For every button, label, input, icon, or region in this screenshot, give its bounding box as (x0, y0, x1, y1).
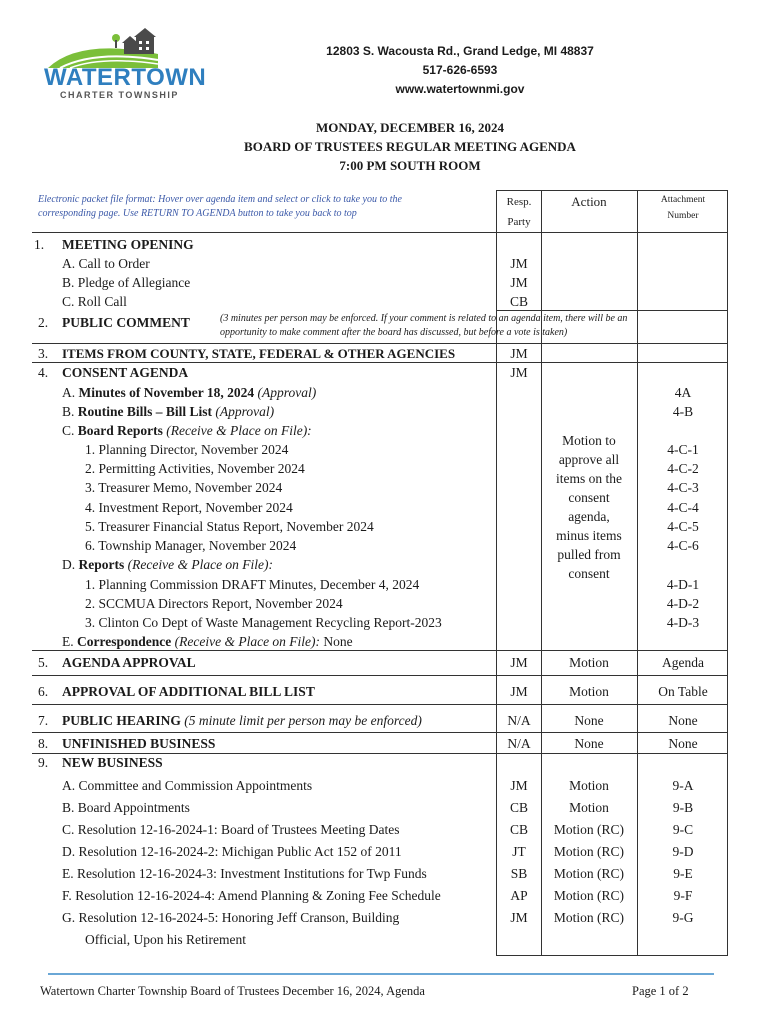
col-attach-2: Number (667, 211, 699, 221)
item-4d[interactable] (62, 555, 273, 574)
township-logo (40, 24, 207, 104)
item-9b-prefix: B. (62, 800, 75, 815)
item-7-label[interactable] (62, 711, 422, 730)
item-4e[interactable] (62, 632, 353, 651)
consent-action-line: pulled from (557, 547, 621, 562)
item-1b-resp: JM (510, 275, 528, 290)
item-9f-action: Motion (RC) (553, 888, 625, 903)
item-4e-title: Correspondence (77, 634, 172, 649)
consent-action-line: minus items (556, 528, 622, 543)
item-9g-text: Resolution 12-16-2024-5: Honoring Jeff Cranson, Building (78, 910, 400, 925)
item-4d-title: Reports (78, 557, 125, 572)
address: 12803 S. Wacousta Rd., Grand Ledge, MI 48837 (326, 44, 594, 58)
item-4c-6[interactable]: 6. Township Manager, November 2024 (85, 538, 297, 553)
item-2-note-1: (3 minutes per person may be enforced. If your comment is related to an agenda item, there will be an (220, 313, 628, 324)
item-9f-attachment[interactable]: 9-F (673, 888, 693, 903)
item-4c-4[interactable]: 4. Investment Report, November 2024 (85, 500, 293, 515)
item-5-action: Motion (569, 655, 609, 670)
item-7-number: 7. (38, 713, 49, 728)
item-9b-resp: CB (509, 800, 528, 815)
item-9d[interactable] (62, 842, 402, 861)
item-9-label[interactable]: NEW BUSINESS (62, 755, 163, 770)
item-9a-prefix: A. (62, 778, 76, 793)
item-1-label[interactable]: MEETING OPENING (62, 237, 194, 252)
item-9b-attachment[interactable]: 9-B (672, 800, 694, 815)
item-3-label[interactable]: ITEMS FROM COUNTY, STATE, FEDERAL & OTHER AGENCIES (62, 346, 456, 361)
item-9-number: 9. (38, 755, 49, 770)
meeting-title: BOARD OF TRUSTEES REGULAR MEETING AGENDA (244, 139, 576, 154)
item-6-attachment[interactable]: On Table (658, 684, 708, 699)
item-4c-5-attachment[interactable]: 4-C-5 (667, 519, 699, 534)
item-9f-resp: AP (510, 888, 528, 903)
item-3-number: 3. (38, 346, 49, 361)
consent-action-line: consent (568, 490, 610, 505)
item-9a-attachment[interactable]: 9-A (672, 778, 694, 793)
item-9g-action: Motion (RC) (553, 910, 625, 925)
item-4d-prefix: D. (62, 557, 76, 572)
item-9a-action: Motion (569, 778, 609, 793)
item-4d-2[interactable]: 2. SCCMUA Directors Report, November 2024 (85, 596, 343, 611)
item-9c-action: Motion (RC) (553, 822, 625, 837)
col-resp-1: Resp. (506, 196, 532, 208)
item-8-label[interactable]: UNFINISHED BUSINESS (62, 736, 216, 751)
item-9g[interactable] (62, 908, 399, 927)
item-3-resp: JM (510, 346, 528, 361)
item-6-resp: JM (510, 684, 528, 699)
item-9c[interactable] (62, 820, 400, 839)
item-4c-2[interactable]: 2. Permitting Activities, November 2024 (85, 461, 305, 476)
item-2-number: 2. (38, 315, 49, 330)
item-9e-resp: SB (510, 866, 528, 881)
item-9e-text: Resolution 12-16-2024-3: Investment Institutions for Twp Funds (77, 866, 427, 881)
item-9d-action: Motion (RC) (553, 844, 625, 859)
item-4b[interactable] (62, 402, 274, 421)
item-4c-4-attachment[interactable]: 4-C-4 (667, 500, 699, 515)
item-9e-action: Motion (RC) (553, 866, 625, 881)
item-9b-text: Board Appointments (77, 800, 190, 815)
item-9c-attachment[interactable]: 9-C (672, 822, 694, 837)
item-1-number: 1. (34, 237, 45, 252)
item-8-action: None (574, 736, 604, 751)
consent-action-line: agenda, (568, 509, 610, 524)
item-7-title: PUBLIC HEARING (62, 713, 181, 728)
item-9d-attachment[interactable]: 9-D (672, 844, 694, 859)
item-4a[interactable] (62, 383, 316, 402)
item-9f-prefix: F. (62, 888, 72, 903)
item-4-resp: JM (510, 365, 528, 380)
item-9b-action: Motion (569, 800, 609, 815)
item-9d-resp: JT (512, 844, 526, 859)
item-4a-prefix: A. (62, 385, 76, 400)
item-4e-note: (Receive & Place on File): (171, 634, 321, 649)
packet-note: Electronic packet file format: Hover over agenda item and select or click to take you to the corresponding page. Use RETURN TO AGENDA button to take you back to top (38, 194, 402, 219)
item-5-attachment[interactable]: Agenda (662, 655, 704, 670)
item-9e-prefix: E. (62, 866, 74, 881)
item-4a-note: (Approval) (254, 385, 317, 400)
item-4c-1[interactable]: 1. Planning Director, November 2024 (85, 442, 289, 457)
item-6-number: 6. (38, 684, 49, 699)
item-9g-continued: Official, Upon his Retirement (85, 932, 246, 947)
website-link[interactable]: www.watertownmi.gov (395, 82, 525, 96)
item-4b-note: (Approval) (212, 404, 275, 419)
item-1c-resp: CB (509, 294, 528, 309)
item-4b-attachment[interactable]: 4-B (672, 404, 694, 419)
item-9g-attachment[interactable]: 9-G (672, 910, 694, 925)
item-6-label[interactable]: APPROVAL OF ADDITIONAL BILL LIST (62, 684, 315, 699)
item-4-number: 4. (38, 365, 49, 380)
item-4c-prefix: C. (62, 423, 75, 438)
item-9d-text: Resolution 12-16-2024-2: Michigan Public Act 152 of 2011 (78, 844, 402, 859)
item-9c-prefix: C. (62, 822, 75, 837)
page-number: Page 1 of 2 (632, 984, 689, 998)
item-4e-prefix: E. (62, 634, 74, 649)
item-2-label[interactable]: PUBLIC COMMENT (62, 315, 190, 330)
item-4d-1[interactable]: 1. Planning Commission DRAFT Minutes, December 4, 2024 (85, 577, 420, 592)
item-4c-3[interactable]: 3. Treasurer Memo, November 2024 (85, 480, 283, 495)
item-1a[interactable]: A. Call to Order (62, 256, 150, 271)
item-9c-resp: CB (509, 822, 528, 837)
consent-action-line: approve all (558, 452, 620, 467)
consent-action-line: consent (568, 566, 610, 581)
phone: 517-626-6593 (422, 63, 498, 77)
item-4d-2-attachment[interactable]: 4-D-2 (666, 596, 700, 611)
item-4c-6-attachment[interactable]: 4-C-6 (667, 538, 699, 553)
item-4c-note: (Receive & Place on File): (162, 423, 312, 438)
item-1b[interactable]: B. Pledge of Allegiance (62, 275, 191, 290)
item-4a-attachment[interactable]: 4A (674, 385, 692, 400)
item-9e-attachment[interactable]: 9-E (673, 866, 693, 881)
consent-action-line: items on the (556, 471, 622, 486)
item-9a[interactable] (62, 776, 312, 795)
logo-subtitle: CHARTER TOWNSHIP (60, 90, 179, 100)
item-5-label[interactable]: AGENDA APPROVAL (62, 655, 196, 670)
item-9f[interactable] (62, 886, 441, 905)
item-4c-2-attachment[interactable]: 4-C-2 (667, 461, 699, 476)
item-4c-3-attachment[interactable]: 4-C-3 (667, 480, 699, 495)
consent-action (542, 431, 636, 583)
meeting-time: 7:00 PM SOUTH ROOM (339, 158, 481, 173)
item-7-attachment: None (668, 713, 698, 728)
col-resp-2: Party (507, 216, 531, 228)
item-4c[interactable] (62, 421, 312, 440)
item-4c-title: Board Reports (77, 423, 163, 438)
item-5-resp: JM (510, 655, 528, 670)
item-4e-value: None (320, 634, 353, 649)
item-8-number: 8. (38, 736, 49, 751)
item-9g-resp: JM (510, 910, 528, 925)
item-8-attachment: None (668, 736, 698, 751)
item-4d-3-attachment[interactable]: 4-D-3 (666, 615, 700, 630)
col-attach-1: Attachment (660, 195, 706, 205)
item-4c-5[interactable]: 5. Treasurer Financial Status Report, November 2024 (85, 519, 374, 534)
meeting-date: MONDAY, DECEMBER 16, 2024 (316, 120, 504, 135)
item-5-number: 5. (38, 655, 49, 670)
consent-action-line: Motion to (562, 433, 616, 448)
item-4a-title: Minutes of November 18, 2024 (78, 385, 255, 400)
footer-title: Watertown Charter Township Board of Trustees December 16, 2024, Agenda (40, 984, 425, 998)
item-8-resp: N/A (507, 736, 531, 751)
item-4-label[interactable]: CONSENT AGENDA (62, 365, 189, 380)
item-9g-prefix: G. (62, 910, 76, 925)
item-4b-title: Routine Bills – Bill List (77, 404, 213, 419)
item-1a-resp: JM (510, 256, 528, 271)
item-4b-prefix: B. (62, 404, 75, 419)
item-9f-text: Resolution 12-16-2024-4: Amend Planning & Zoning Fee Schedule (75, 888, 441, 903)
item-9e[interactable] (62, 864, 427, 883)
item-2-note-2: opportunity to make comment after the board has discussed, but before a vote is taken) (220, 327, 568, 338)
item-4d-note: (Receive & Place on File): (124, 557, 274, 572)
item-7-action: None (574, 713, 604, 728)
item-9d-prefix: D. (62, 844, 76, 859)
item-4c-1-attachment[interactable]: 4-C-1 (667, 442, 699, 457)
item-6-action: Motion (569, 684, 609, 699)
item-4d-3[interactable]: 3. Clinton Co Dept of Waste Management Recycling Report-2023 (85, 615, 442, 630)
footer-divider (48, 973, 714, 975)
item-9a-text: Committee and Commission Appointments (78, 778, 313, 793)
item-9b[interactable] (62, 798, 190, 817)
item-4d-1-attachment[interactable]: 4-D-1 (666, 577, 700, 592)
item-9a-resp: JM (510, 778, 528, 793)
col-action: Action (571, 194, 607, 209)
item-7-note: (5 minute limit per person may be enforced) (180, 713, 422, 728)
logo-name: WATERTOWN (44, 64, 207, 91)
item-7-resp: N/A (507, 713, 531, 728)
item-1c[interactable]: C. Roll Call (62, 294, 127, 309)
item-9c-text: Resolution 12-16-2024-1: Board of Trustees Meeting Dates (77, 822, 400, 837)
